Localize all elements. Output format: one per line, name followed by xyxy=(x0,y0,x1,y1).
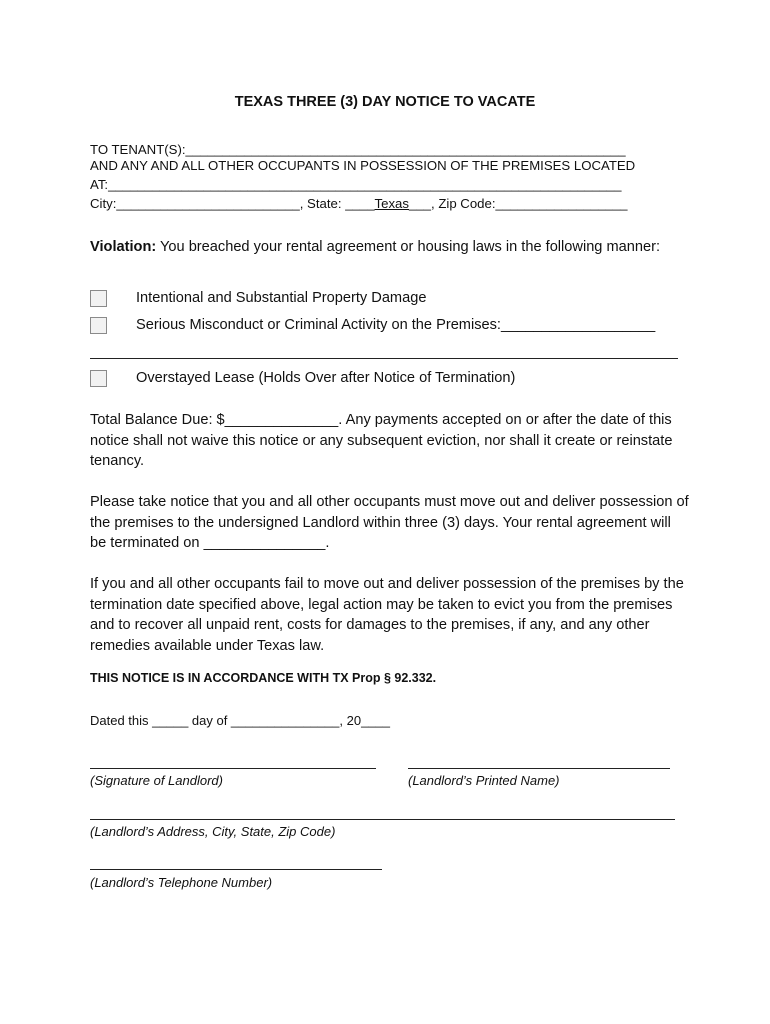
accordance-note: THIS NOTICE IS IN ACCORDANCE WITH TX Prop § 92.332. xyxy=(90,671,437,685)
dated-line[interactable]: Dated this _____ day of _______________, 20____ xyxy=(90,713,390,728)
notice-paragraph: Please take notice that you and all other occupants must move out and deliver possession of the premises to the undersigned Landlord within three (3) days. Your rental agreement will be terminated on _______________. xyxy=(90,494,689,552)
state-suffix: ___ xyxy=(408,196,431,211)
legal-action-paragraph: If you and all other occupants fail to move out and deliver possession of the premises by the termination date specified above, legal action may be taken to evict you from the premises and to recover all unpaid rent, costs for damages to the premises, if any, and any other remedies available under Texas law. xyxy=(90,576,684,655)
violation-paragraph xyxy=(90,237,690,258)
overstayed-lease-checkbox[interactable] xyxy=(90,370,107,387)
landlord-address-line[interactable] xyxy=(90,819,675,820)
state-prefix: ____ xyxy=(345,196,375,211)
city-field[interactable]: City:_________________________, State: xyxy=(90,196,346,211)
tenant-field[interactable]: TO TENANT(S):____________________________________________________________ xyxy=(90,142,626,157)
misconduct-label: Serious Misconduct or Criminal Activity on the Premises:___________________ xyxy=(136,317,656,333)
landlord-phone-line[interactable] xyxy=(90,869,382,870)
property-damage-label: Intentional and Substantial Property Damage xyxy=(136,290,427,306)
misconduct-details-line[interactable] xyxy=(90,358,678,359)
landlord-signature-label: (Signature of Landlord) xyxy=(90,773,223,788)
document-title: TEXAS THREE (3) DAY NOTICE TO VACATE xyxy=(234,94,536,110)
state-value: Texas xyxy=(374,196,409,211)
premises-address-field[interactable]: AT:______________________________________________________________________ xyxy=(90,177,622,192)
misconduct-checkbox[interactable] xyxy=(90,317,107,334)
city-state-zip-line[interactable] xyxy=(90,196,628,211)
violation-label: Violation: xyxy=(90,239,157,255)
landlord-phone-label: (Landlord’s Telephone Number) xyxy=(90,875,273,890)
violation-text: You breached your rental agreement or housing laws in the following manner: xyxy=(156,239,661,255)
zip-field[interactable]: , Zip Code:__________________ xyxy=(431,196,628,211)
balance-paragraph: Total Balance Due: $______________. Any payments accepted on or after the date of this notice shall not waive this notice or any subsequent eviction, nor shall it create or reinstate tenancy. xyxy=(90,412,673,470)
landlord-printed-name-label: (Landlord’s Printed Name) xyxy=(408,773,560,788)
landlord-address-label: (Landlord’s Address, City, State, Zip Code) xyxy=(90,824,336,839)
property-damage-checkbox[interactable] xyxy=(90,290,107,307)
landlord-signature-line[interactable] xyxy=(90,768,376,769)
occupants-text: AND ANY AND ALL OTHER OCCUPANTS IN POSSESSION OF THE PREMISES LOCATED xyxy=(90,158,636,173)
overstayed-lease-label: Overstayed Lease (Holds Over after Notice of Termination) xyxy=(136,370,516,386)
landlord-printed-name-line[interactable] xyxy=(408,768,670,769)
